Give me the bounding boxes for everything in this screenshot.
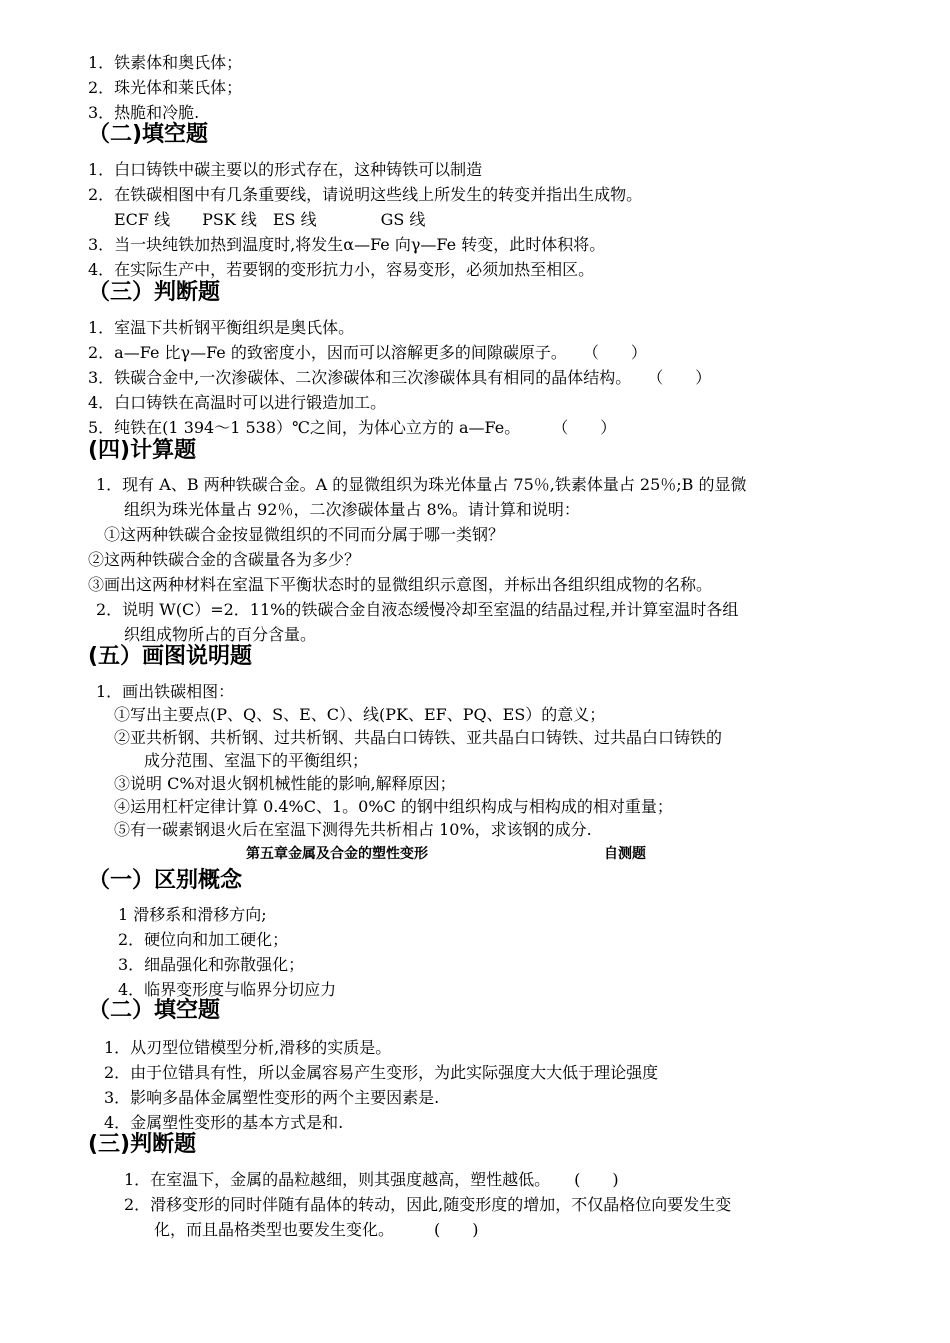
list-item: 3．当一块纯铁加热到温度时,将发生α—Fe 向γ—Fe 转变，此时体积将。 <box>88 235 606 254</box>
list-item: 5．纯铁在(1 394～1 538）℃之间，为体心立方的 a—Fe。 （ ） <box>88 418 617 437</box>
list-item: ③说明 C%对退火钢机械性能的影响,解释原因； <box>114 774 456 793</box>
list-item: 1．现有 A、B 两种铁碳合金。A 的显微组织为珠光体量占 75％,铁素体量占 25％;B 的显微 <box>96 475 747 494</box>
list-item: 1．白口铸铁中碳主要以的形式存在，这种铸铁可以制造 <box>88 160 483 179</box>
chapter-subtitle: 自测题 <box>604 846 646 862</box>
list-item: ②这两种铁碳合金的含碳量各为多少？ <box>88 550 361 569</box>
list-item: 2．a—Fe 比γ—Fe 的致密度小，因而可以溶解更多的间隙碳原子。 （ ） <box>88 343 647 362</box>
list-item: 4．临界变形度与临界分切应力 <box>118 980 337 999</box>
chapter-title: 第五章金属及合金的塑性变形 <box>246 846 428 862</box>
list-item: 2．在铁碳相图中有几条重要线，请说明这些线上所发生的转变并指出生成物。 <box>88 185 643 204</box>
section-heading-fill-blank: （二)填空题 <box>88 122 209 147</box>
list-item: 1．铁素体和奥氏体； <box>88 53 243 72</box>
list-item: ②亚共析钢、共析钢、过共析钢、共晶白口铸铁、亚共晶白口铸铁、过共晶白口铸铁的 <box>114 728 723 747</box>
list-item: 1．画出铁碳相图： <box>96 682 235 701</box>
list-item: 4．金属塑性变形的基本方式是和. <box>104 1113 344 1132</box>
list-item: 1．在室温下，金属的晶粒越细，则其强度越高，塑性越低。 ( ) <box>124 1170 619 1189</box>
list-item-continuation: 织组成物所占的百分含量。 <box>124 625 317 644</box>
list-item-continuation: 组织为珠光体量占 92％，二次渗碳体量占 8%。请计算和说明： <box>124 500 580 519</box>
list-item: ⑤有一碳素钢退火后在室温下测得先共析相占 10%，求该钢的成分. <box>114 820 592 839</box>
list-item: 2．说明 W(C）=2．11%的铁碳合金自液态缓慢冷却至室温的结晶过程,并计算室温时各组 <box>96 600 739 619</box>
list-item: ①写出主要点(P、Q、S、E、C）、线(PK、EF、PQ、ES）的意义； <box>114 705 606 724</box>
section-heading-true-false: （三）判断题 <box>88 280 221 305</box>
list-item: 1 滑移系和滑移方向; <box>118 905 267 924</box>
list-item: 3．细晶强化和弥散强化； <box>118 955 305 974</box>
list-item: 4．在实际生产中，若要钢的变形抗力小，容易变形，必须加热至相区。 <box>88 260 595 279</box>
section-heading-calculation: (四)计算题 <box>88 438 197 463</box>
list-item: ①这两种铁碳合金按显微组织的不同而分属于哪一类钢？ <box>104 525 505 544</box>
section-heading-true-false-2: (三)判断题 <box>88 1132 197 1157</box>
list-item: 2．滑移变形的同时伴随有晶体的转动，因此,随变形度的增加，不仅晶格位向要发生变 <box>124 1195 732 1214</box>
list-item: 3．热脆和冷脆. <box>88 103 200 122</box>
list-item-continuation: 成分范围、室温下的平衡组织； <box>144 751 369 770</box>
list-item: 2．由于位错具有性，所以金属容易产生变形，为此实际强度大大低于理论强度 <box>104 1063 659 1082</box>
list-item-continuation: 化，而且晶格类型也要发生变化。 ( ) <box>154 1220 479 1239</box>
section-heading-concepts: （一）区别概念 <box>88 868 243 893</box>
list-item: 2．珠光体和莱氏体； <box>88 78 243 97</box>
list-item: 1．室温下共析钢平衡组织是奥氏体。 <box>88 318 355 337</box>
list-item: 1．从刃型位错模型分析,滑移的实质是。 <box>104 1038 392 1057</box>
section-heading-fill-blank-2: （二）填空题 <box>88 998 221 1023</box>
list-item: ③画出这两种材料在室温下平衡状态时的显微组织示意图，并标出各组织组成物的名称。 <box>88 575 713 594</box>
list-item: 2．硬位向和加工硬化； <box>118 930 289 949</box>
list-item: 3．影响多晶体金属塑性变形的两个主要因素是. <box>104 1088 440 1107</box>
section-heading-drawing: (五）画图说明题 <box>88 644 253 669</box>
list-item: 3．铁碳合金中,一次渗碳体、二次渗碳体和三次渗碳体具有相同的晶体结构。 （ ） <box>88 368 712 387</box>
list-item: 4．白口铸铁在高温时可以进行锻造加工。 <box>88 393 387 412</box>
list-item-line-labels: ECF 线 PSK 线 ES 线 GS 线 <box>114 210 426 229</box>
list-item: ④运用杠杆定律计算 0.4%C、1。0%C 的钢中组织构成与相构成的相对重量； <box>114 797 673 816</box>
